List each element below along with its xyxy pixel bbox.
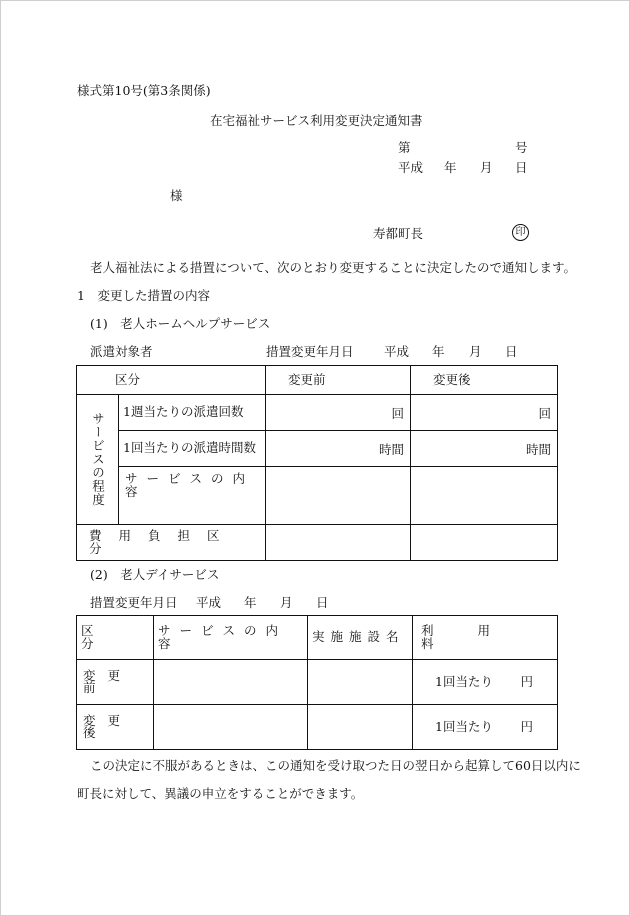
row-weekly-visits-after[interactable]: 回 (411, 395, 558, 431)
change-date-month: 月 (469, 344, 482, 359)
row-service-content-wrap (119, 467, 265, 498)
row-fee-category-after[interactable] (411, 525, 558, 561)
day-change-date-label: 措置変更年月日 (90, 595, 178, 610)
day-header-category-text: 区分 (81, 623, 134, 651)
appeal-line-2: 町長に対して、異議の申立をすることができます。 (77, 786, 364, 801)
number-suffix: 号 (515, 140, 528, 155)
row-hours-label (119, 431, 266, 467)
day-header-facility-text: 実施施設名 (312, 629, 405, 645)
row-hours-text: 1回当たりの派遣時間数 (123, 440, 256, 456)
appeal-line-1: この決定に不服があるときは、この通知を受け取つた日の翌日から起算して60日以内に (90, 758, 581, 773)
date-year: 年 (444, 160, 457, 175)
date-month: 月 (480, 160, 493, 175)
day-row-before-fee-prefix: 1回当たり (435, 673, 493, 689)
section1-heading: 1 変更した措置の内容 (77, 288, 210, 303)
day-row-before-fee-unit: 円 (520, 673, 533, 689)
row-hours-after[interactable]: 時間 (411, 431, 558, 467)
document-title: 在宅福祉サービス利用変更決定通知書 (210, 113, 423, 128)
row-weekly-visits-before[interactable]: 回 (266, 395, 411, 431)
day-row-before-service[interactable] (154, 660, 308, 705)
row-service-content-text: サービスの内容 (125, 471, 255, 499)
seal-mark: 印 (512, 224, 529, 241)
date-day: 日 (515, 160, 528, 175)
issuer-name: 寿都町長 (373, 226, 424, 241)
day-header-fee-text: 利用料 (421, 623, 535, 651)
day-row-after-fee-unit: 円 (520, 718, 533, 734)
change-date-day: 日 (505, 344, 518, 359)
day-row-after-fee-prefix: 1回当たり (435, 718, 493, 734)
day-row-after-text: 変更後 (83, 712, 133, 740)
number-prefix: 第 (398, 140, 411, 155)
day-row-before-label (77, 660, 154, 705)
home-help-table (76, 365, 558, 561)
intro-text: 老人福祉法による措置について、次のとおり変更することに決定したので通知します。 (90, 260, 577, 275)
day-header-service-content (154, 616, 308, 660)
header-category-label: 区分 (115, 371, 141, 387)
row-hours-before[interactable]: 時間 (266, 431, 411, 467)
row-fee-category-text: 費用負担区分 (89, 528, 237, 556)
header-category (77, 366, 266, 395)
day-row-after-facility[interactable] (308, 705, 413, 750)
row-service-content-before[interactable] (266, 467, 411, 525)
day-row-after-label (77, 705, 154, 750)
row-fee-category-before[interactable] (266, 525, 411, 561)
row-service-content-after[interactable] (411, 467, 558, 525)
change-date-label: 措置変更年月日 (266, 344, 354, 359)
header-before-label: 変更前 (288, 371, 326, 387)
day-header-service-content-text: サービスの内容 (158, 623, 288, 651)
header-after (411, 366, 558, 395)
change-date-era: 平成 (384, 344, 410, 359)
sub2-heading: (2) 老人デイサービス (90, 567, 220, 582)
day-row-before-text: 変更前 (83, 667, 133, 695)
row-fee-category-label (77, 525, 266, 561)
service-level-group-label: サービスの程度 (77, 395, 119, 525)
day-row-after-service[interactable] (154, 705, 308, 750)
day-header-fee (413, 616, 558, 660)
change-date-year: 年 (432, 344, 445, 359)
header-before (266, 366, 411, 395)
date-era: 平成 (398, 160, 424, 175)
header-category-text (77, 371, 265, 387)
form-number: 様式第10号(第3条関係) (77, 83, 211, 98)
day-row-before-facility[interactable] (308, 660, 413, 705)
day-change-date-era: 平成 (196, 595, 222, 610)
day-change-date-month: 月 (280, 595, 293, 610)
sub1-heading: (1) 老人ホームヘルプサービス (90, 316, 271, 331)
day-header-facility (308, 616, 413, 660)
day-row-before-fee[interactable] (413, 660, 558, 705)
day-service-table (76, 615, 558, 750)
day-row-after-fee[interactable] (413, 705, 558, 750)
addressee-suffix: 様 (170, 188, 183, 203)
header-after-label: 変更後 (433, 371, 471, 387)
day-header-category (77, 616, 154, 660)
day-change-date-year: 年 (244, 595, 257, 610)
row-service-content-label (119, 467, 266, 525)
row-weekly-visits-text: 1週当たりの派遣回数 (123, 404, 244, 420)
day-change-date-day: 日 (316, 595, 329, 610)
row-weekly-visits-label (119, 395, 266, 431)
target-person-label: 派遣対象者 (90, 344, 153, 359)
